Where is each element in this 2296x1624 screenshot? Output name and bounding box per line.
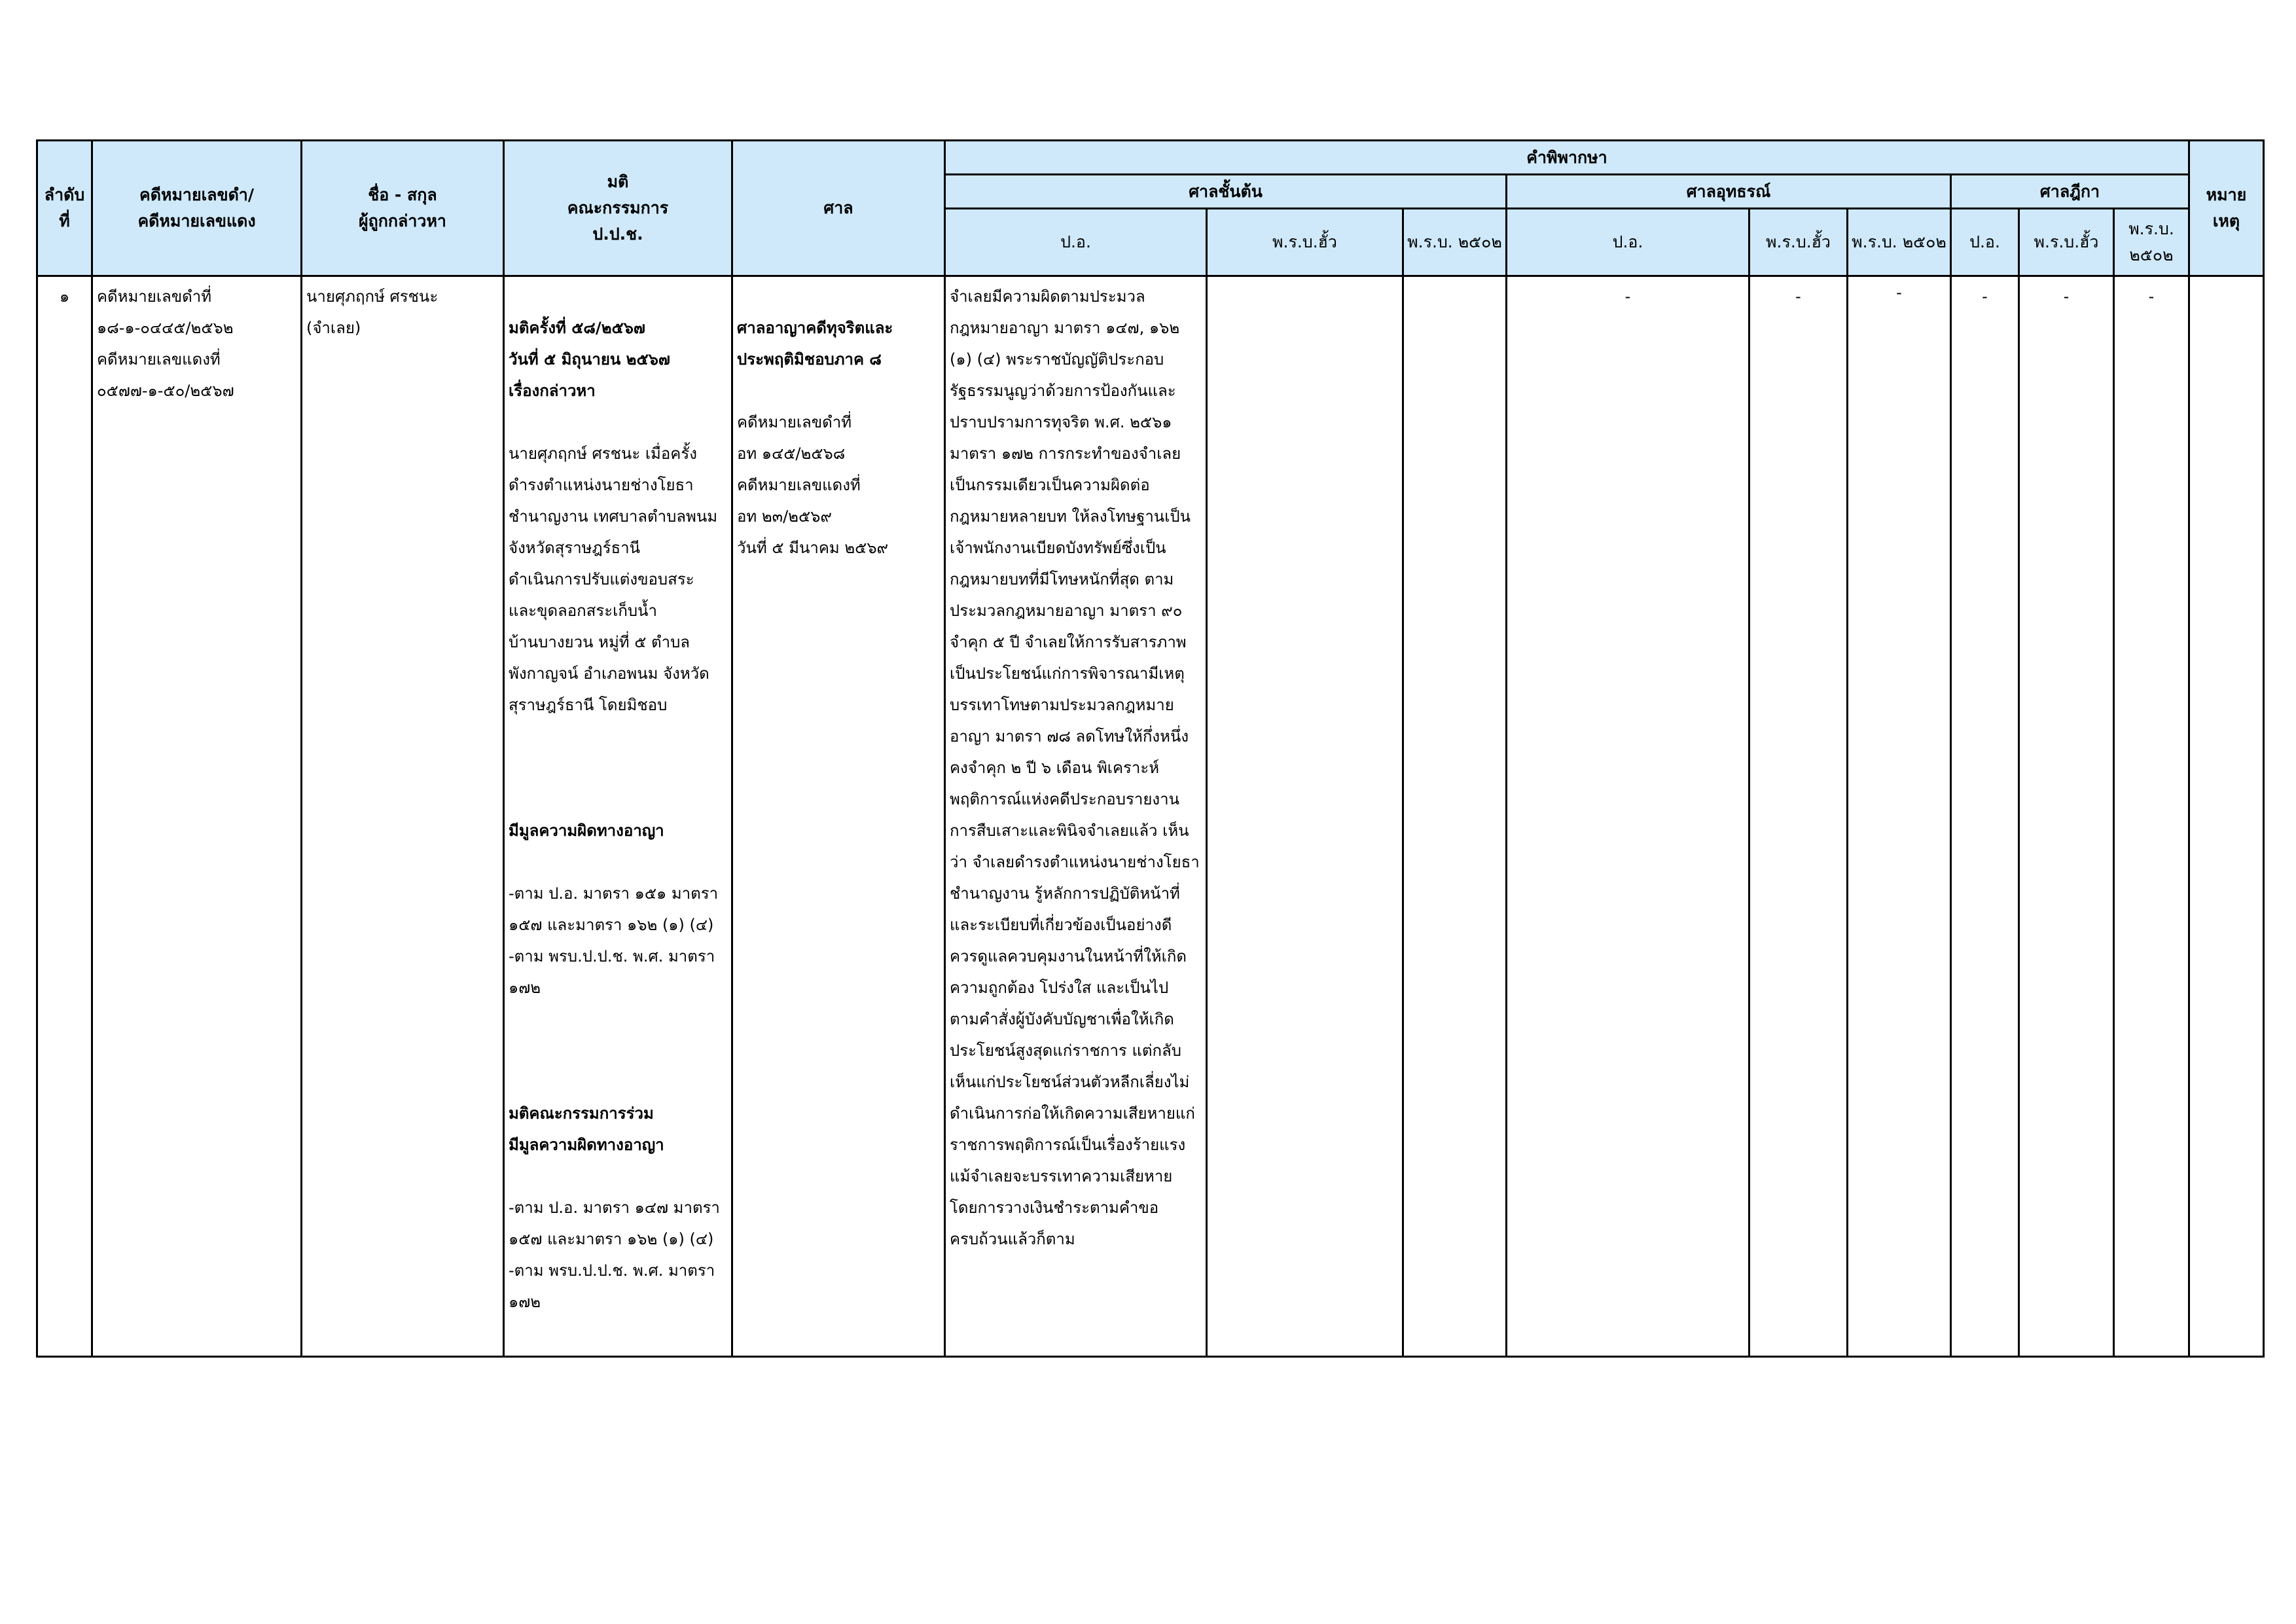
header-no: ลำดับ ที่ <box>37 141 92 276</box>
header-appeal: ศาลอุทธรณ์ <box>1507 175 1951 209</box>
supreme-criminal-code-value: - <box>1982 287 1988 306</box>
header-judgment: คำพิพากษา <box>945 141 2189 175</box>
cell-first-instance-act-new <box>1207 276 1403 1357</box>
cell-remark <box>2189 276 2264 1357</box>
header-nacc-resolution: มติ คณะกรรมการ ป.ป.ช. <box>504 141 732 276</box>
court-case-details: คดีหมายเลขดำที่ อท ๑๔๕/๒๕๖๘ คดีหมายเลขแดงที่ อท ๒๓/๒๕๖๙ วันที่ ๕ มีนาคม ๒๕๖๙ <box>737 413 889 557</box>
court-name: ศาลอาญาคดีทุจริตและ ประพฤติมิชอบภาค ๘ <box>737 319 893 369</box>
cell-supreme-criminal-code <box>1951 276 2019 1357</box>
header-supreme: ศาลฎีกา <box>1951 175 2189 209</box>
joint-committee-heading: มติคณะกรรมการร่วม มีมูลความผิดทางอาญา <box>509 1104 664 1154</box>
cell-supreme-act-2502 <box>2114 276 2189 1357</box>
header-supreme-act-new: พ.ร.บ.ฮั้ว <box>2019 209 2114 276</box>
cell-appeal-act-new <box>1749 276 1848 1357</box>
cell-accused-name <box>302 276 504 1357</box>
header-court: ศาล <box>732 141 945 276</box>
finding-text: -ตาม ป.อ. มาตรา ๑๕๑ มาตรา ๑๕๗ และมาตรา ๑๖๒ (๑) (๔) -ตาม พรบ.ป.ป.ช. พ.ศ. มาตรา ๑๗๒ <box>509 884 719 997</box>
header-first-instance-criminal-code: ป.อ. <box>945 209 1207 276</box>
cell-first-instance-act-2502 <box>1403 276 1507 1357</box>
table-row <box>37 276 2264 1357</box>
cell-appeal-criminal-code <box>1507 276 1749 1357</box>
cell-no <box>37 276 92 1357</box>
joint-committee-text: -ตาม ป.อ. มาตรา ๑๔๗ มาตรา ๑๕๗ และมาตรา ๑๖๒ (๑) (๔) -ตาม พรบ.ป.ป.ช. พ.ศ. มาตรา ๑๗๒ <box>509 1199 720 1311</box>
header-supreme-criminal-code: ป.อ. <box>1951 209 2019 276</box>
resolution-heading: มติครั้งที่ ๕๘/๒๕๖๗ วันที่ ๕ มิถุนายน ๒๕๖๗ เรื่องกล่าวหา <box>509 319 670 400</box>
header-appeal-criminal-code: ป.อ. <box>1507 209 1749 276</box>
header-appeal-act-new: พ.ร.บ.ฮั้ว <box>1749 209 1848 276</box>
cell-supreme-act-new <box>2019 276 2114 1357</box>
remark-value <box>2190 277 2263 281</box>
header-first-instance: ศาลชั้นต้น <box>945 175 1507 209</box>
allegation-text: นายศุภฤกษ์ ศรชนะ เมื่อครั้ง ดำรงตำแหน่งนายช่างโยธา ชำนาญงาน เทศบาลตำบลพนม จังหวัดสุราษฎร์ธานี ดำเนินการปรับแต่งขอบสระ และขุดลอกสระเก็บน้ำ บ้านบางยวน หมู่ที่ ๕ ตำบล พังกาญจน์ อำเภอพนม จังหวัด สุราษฎร์ธานี โดยมิชอบ <box>509 444 718 714</box>
cell-first-instance-criminal-code <box>945 276 1207 1357</box>
cell-resolution <box>504 276 732 1357</box>
first-instance-judgment-text: จำเลยมีความผิดตามประมวล กฎหมายอาญา มาตรา ๑๔๗, ๑๖๒ (๑) (๔) พระราชบัญญัติประกอบ รัฐธรรมนูญว่าด้วยการป้องกันและ ปราบปรามการทุจริต พ.ศ. ๒๕๖๑ มาตรา ๑๗๒ การกระทำของจำเลย เป็นกรรมเดียวเป็นความผิดต่อ กฎหมายหลายบท ให้ลงโทษฐานเป็น เจ้าพนักงานเบียดบังทรัพย์ซึ่งเป็น กฎหมายบทที่มีโทษหนักที่สุด ตาม ประมวลกฎหมายอาญา มาตรา ๙๐ จำคุก ๕ ปี จำเลยให้การรับสารภาพ เป็นประโยชน์แก่การพิจารณามีเหตุ บรรเทาโทษตามประมวลกฎหมาย อาญา มาตรา ๗๘ ลดโทษให้กึ่งหนึ่ง คงจำคุก ๒ ปี ๖ เดือน พิเคราะห์ พฤติการณ์แห่งคดีประกอบรายงาน การสืบเสาะและพินิจจำเลยแล้ว เห็น ว่า จำเลยดำรงตำแหน่งนายช่างโยธา ชำนาญงาน รู้หลักการปฏิบัติหน้าที่ และระเบียบที่เกี่ยวข้องเป็นอย่างดี ควรดูแลควบคุมงานในหน้าที่ให้เกิด ความถูกต้อง โปร่งใส และเป็นไป ตามคำสั่งผู้บังคับบัญชาเพื่อให้เกิด ประโยชน์สูงสุดแก่ราชการ แต่กลับ เห็นแก่ประโยชน์ส่วนตัวหลีกเลี่ยงไม่ ดำเนินการก่อให้เกิดความเสียหายแก่ ราชการพฤติการณ์เป็นเรื่องร้ายแรง แม้จำเลยจะบรรเทาความเสียหาย โดยการวางเงินชำระตามคำขอ ครบถ้วนแล้วก็ตาม <box>950 287 1200 1248</box>
cell-case-numbers <box>92 276 302 1357</box>
header-case-numbers: คดีหมายเลขดำ/ คดีหมายเลขแดง <box>92 141 302 276</box>
appeal-act-new-value: - <box>1795 287 1801 306</box>
finding-heading: มีมูลความผิดทางอาญา <box>509 821 664 840</box>
header-first-instance-act-2502: พ.ร.บ. ๒๕๐๒ <box>1403 209 1507 276</box>
header-remark: หมาย เหตุ <box>2189 141 2264 276</box>
header-appeal-act-2502: พ.ร.บ. ๒๕๐๒ <box>1848 209 1951 276</box>
first-instance-act-new-value <box>1208 277 1402 281</box>
header-accused-name: ชื่อ - สกุล ผู้ถูกกล่าวหา <box>302 141 504 276</box>
appeal-act-2502-value: - <box>1896 283 1902 302</box>
case-numbers-text: คดีหมายเลขดำที่ ๑๘-๑-๐๔๔๕/๒๕๖๒ คดีหมายเลขแดงที่ ๐๕๗๗-๑-๕๐/๒๕๖๗ <box>97 287 234 400</box>
appeal-criminal-code-value: - <box>1624 287 1631 306</box>
row-number: ๑ <box>59 287 70 306</box>
header-first-instance-act-new: พ.ร.บ.ฮั้ว <box>1207 209 1403 276</box>
cell-appeal-act-2502 <box>1848 276 1951 1357</box>
supreme-act-new-value: - <box>2063 287 2070 306</box>
header-supreme-act-2502: พ.ร.บ. ๒๕๐๒ <box>2114 209 2189 276</box>
cell-court <box>732 276 945 1357</box>
first-instance-act-2502-value <box>1404 277 1505 281</box>
judgment-table <box>36 139 2265 1358</box>
supreme-act-2502-value: - <box>2148 287 2155 306</box>
accused-name-text: นายศุภฤกษ์ ศรชนะ (จำเลย) <box>306 287 439 337</box>
